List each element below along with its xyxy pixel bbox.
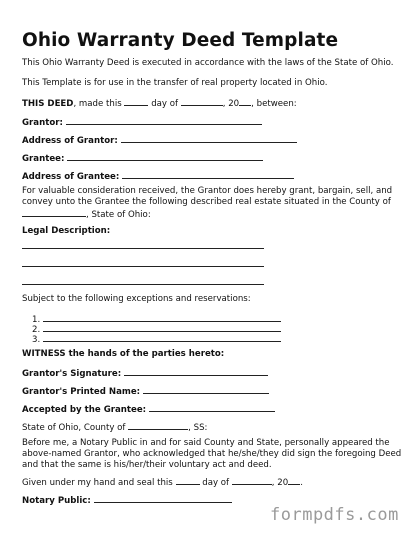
exception-item: 1.: [32, 313, 281, 326]
notary-paragraph: above-named Grantor, who acknowledged that he/she/they did sign the foregoing Deed: [22, 449, 402, 459]
grantor-signature-line: Grantor's Signature:: [22, 367, 268, 380]
exception-field[interactable]: [43, 313, 281, 322]
grantor-address-line: Address of Grantor:: [22, 134, 297, 147]
grantee-line: Grantee:: [22, 152, 263, 165]
notary-public-line: Notary Public:: [22, 494, 232, 507]
day-field[interactable]: [124, 97, 148, 106]
legal-description-field[interactable]: [22, 248, 264, 249]
page-title: Ohio Warranty Deed Template: [22, 30, 339, 51]
grantor-printed-name-field[interactable]: [143, 385, 269, 394]
grantee-address-field[interactable]: [122, 170, 294, 179]
given-day-field[interactable]: [176, 476, 200, 485]
notary-public-signature-field[interactable]: [94, 494, 232, 503]
year-field[interactable]: [239, 97, 251, 106]
consideration-county-line: , State of Ohio:: [22, 208, 151, 221]
legal-description-field[interactable]: [22, 266, 264, 267]
exception-field[interactable]: [43, 333, 281, 342]
notary-county-field[interactable]: [128, 421, 188, 430]
deed-label: THIS DEED: [22, 99, 74, 109]
grantee-acceptance-field[interactable]: [149, 403, 275, 412]
exception-item: 3.: [32, 333, 281, 346]
notary-paragraph: Before me, a Notary Public in and for said County and State, personally appeared the: [22, 438, 390, 448]
notary-paragraph: and that the same is his/her/their voluntary act and deed.: [22, 460, 272, 470]
grantor-signature-field[interactable]: [124, 367, 268, 376]
county-field[interactable]: [22, 208, 86, 217]
legal-description-field[interactable]: [22, 284, 264, 285]
month-field[interactable]: [181, 97, 223, 106]
grantor-printed-name-line: Grantor's Printed Name:: [22, 385, 269, 398]
grantor-address-field[interactable]: [121, 134, 297, 143]
given-under-hand-line: Given under my hand and seal this day of , 20 .: [22, 478, 303, 488]
exception-field[interactable]: [43, 323, 281, 332]
witness-heading: WITNESS the hands of the parties hereto:: [22, 349, 225, 359]
consideration-text: convey unto the Grantee the following described real estate situated in the County of: [22, 197, 391, 207]
given-year-field[interactable]: [288, 476, 300, 485]
grantor-line: Grantor:: [22, 116, 262, 129]
grantee-field[interactable]: [67, 152, 263, 161]
intro-text: This Template is for use in the transfer of real property located in Ohio.: [22, 78, 328, 88]
exception-item: 2.: [32, 323, 281, 336]
grantor-field[interactable]: [66, 116, 262, 125]
site-watermark: formpdfs.com: [270, 505, 399, 525]
consideration-text: For valuable consideration received, the Grantor does hereby grant, bargain, sell, and: [22, 186, 393, 196]
deed-date-line: THIS DEED, made this day of , 20 , between:: [22, 99, 297, 109]
grantee-address-line: Address of Grantee:: [22, 170, 294, 183]
given-month-field[interactable]: [232, 476, 272, 485]
legal-description-heading: Legal Description:: [22, 226, 111, 236]
notary-state-line: State of Ohio, County of , SS:: [22, 423, 208, 433]
grantee-acceptance-line: Accepted by the Grantee:: [22, 403, 275, 416]
exceptions-intro: Subject to the following exceptions and reservations:: [22, 294, 251, 304]
intro-text: This Ohio Warranty Deed is executed in accordance with the laws of the State of Ohio.: [22, 58, 394, 68]
